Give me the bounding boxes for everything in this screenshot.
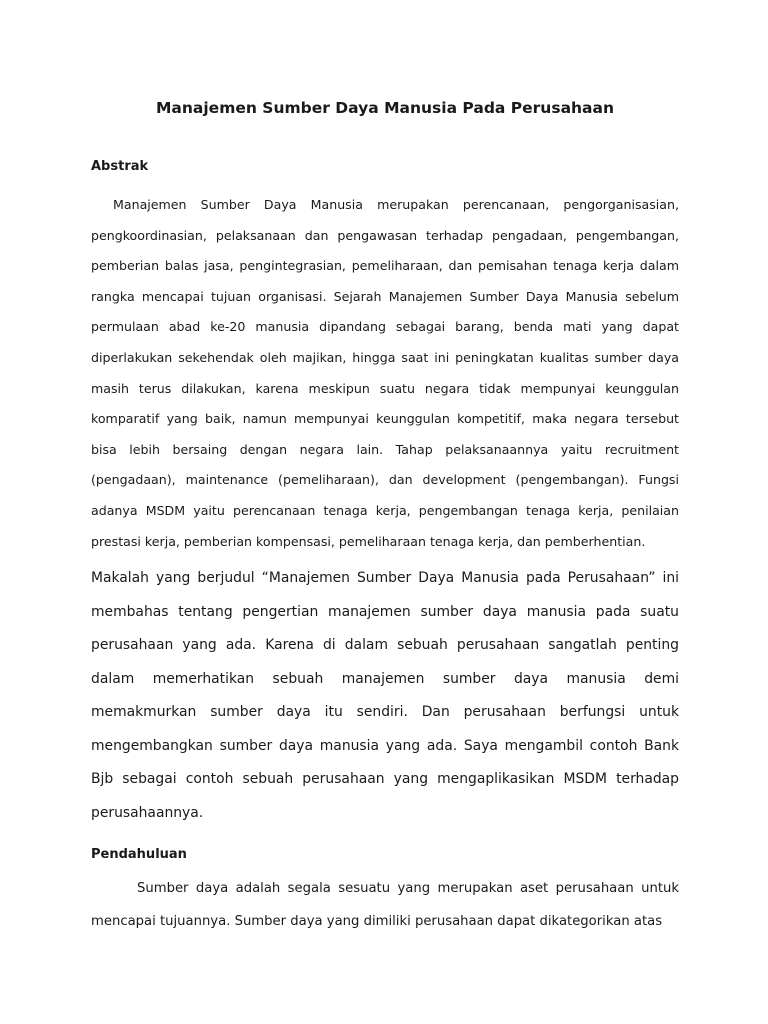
abstrak-paragraph-1: Manajemen Sumber Daya Manusia merupakan perencanaan, pengorganisasian, pengkoordinasian, pelaksanaan dan pengawasan terhadap pengadaan, pengembangan, pemberian balas jasa, pengintegrasian, pemeliharaan, dan pemisahan tenaga kerja dalam rangka mencapai tujuan organisasi. Sejarah Manajemen Sumber Daya Manusia sebelum permulaan abad ke-20 manusia dipandang sebagai barang, benda mati yang dapat diperlakukan sekehendak oleh majikan, hingga saat ini peningkatan kualitas sumber daya masih terus dilakukan, karena meskipun suatu negara tidak mempunyai keunggulan komparatif yang baik, namun mempunyai keunggulan kompetitif, maka negara tersebut bisa lebih bersaing dengan negara lain. Tahap pelaksanaannya yaitu recruitment (pengadaan), maintenance (pemeliharaan), dan development (pengembangan). Fungsi adanya MSDM yaitu perencanaan tenaga kerja, pengembangan tenaga kerja, penilaian prestasi kerja, pemberian kompensasi, pemeliharaan tenaga kerja, dan pemberhentian.: [91, 197, 679, 549]
pendahuluan-heading: Pendahuluan: [91, 847, 187, 862]
document-title: Manajemen Sumber Daya Manusia Pada Perusahaan: [155, 99, 615, 117]
pendahuluan-paragraph-1: Sumber daya adalah segala sesuatu yang merupakan aset perusahaan untuk mencapai tujuannya. Sumber daya yang dimiliki perusahaan dapat dikategorikan atas: [91, 881, 679, 929]
abstrak-paragraph-2: Makalah yang berjudul “Manajemen Sumber Daya Manusia pada Perusahaan” ini membahas tentang pengertian manajemen sumber daya manusia pada suatu perusahaan yang ada. Karena di dalam sebuah perusahaan sangatlah penting dalam memerhatikan sebuah manajemen sumber daya manusia demi memakmurkan sumber daya itu sendiri. Dan perusahaan berfungsi untuk mengembangkan sumber daya manusia yang ada. Saya mengambil contoh Bank Bjb sebagai contoh sebuah perusahaan yang mengaplikasikan MSDM terhadap perusahaannya.: [91, 570, 679, 821]
abstrak-heading: Abstrak: [91, 159, 149, 174]
